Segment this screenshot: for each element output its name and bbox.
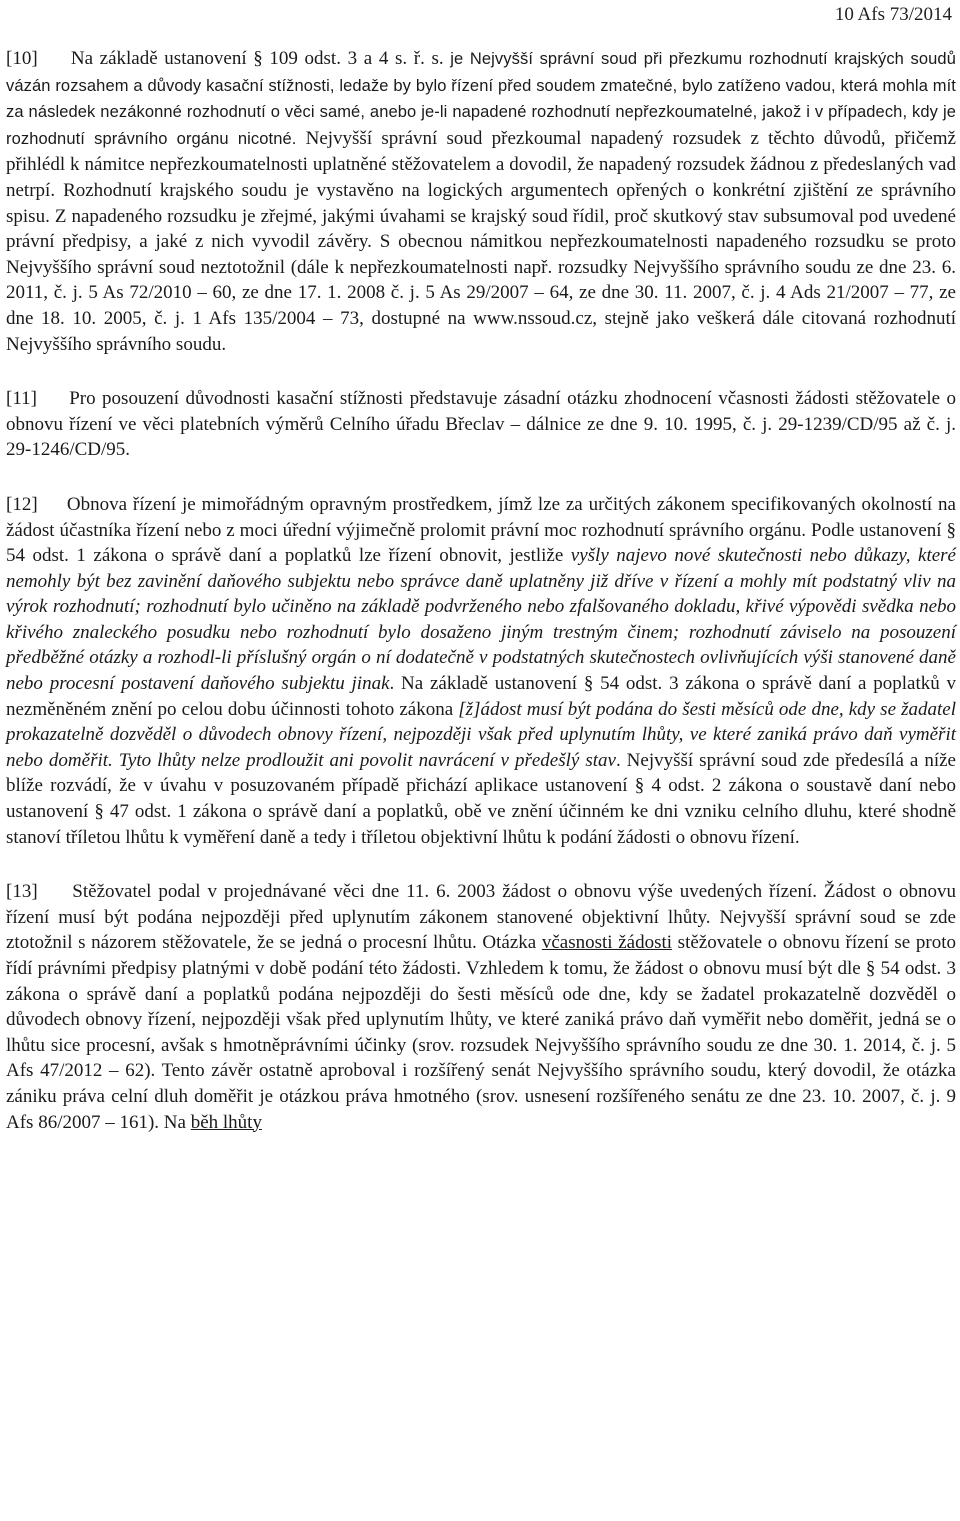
underlined-text: včasnosti žádosti — [541, 932, 673, 954]
paragraph-text: je Nejvyšší správní soud při přezkumu rozhodnutí krajských soudů vázán rozsahem a důvody kasační stížnosti, ledaže by bylo řízení před soudem zmatečné, bylo zatíženo vadou, která mohla mít za následek nezákonné rozhodnutí o věci samé, anebo je-li napadené rozhodnutí nepřezkoumatelné, jakož i v případech, kdy je rozhodnutí správního orgánu nicotné. — [6, 50, 956, 148]
document-body — [6, 46, 956, 1164]
paragraph-13 — [6, 879, 956, 1135]
paragraph-text: stěžovatele o obnovu řízení se proto řídí právními předpisy platnými v době podání této žádosti. Vzhledem k tomu, že žádost o obnovu musí být dle § 54 odst. 3 zákona o správě daní a poplatků podána nejpozději do šesti měsíců ode dne, kdy se žadatel prokazatelně dozvěděl o důvodech obnovy řízení, nejpozději však před uplynutím lhůty, ve které zaniká právo daň vyměřit nebo doměřit, jedná se o lhůtu sice procesní, avšak s hmotněprávními účinky (srov. rozsudek Nejvyššího správního soudu ze dne 30. 1. 2014, č. j. 5 Afs 47/2012 – 62). Tento závěr ostatně aproboval i rozšířený senát Nejvyššího správního soudu, který dovodil, že otázka zániku práva celní dluh doměřit je otázkou práva hmotného (srov. usnesení rozšířeného senátu ze dne 23. 10. 2007, č. j. 9 Afs 86/2007 – 161). Na — [6, 932, 956, 1133]
paragraph-text: Stěžovatel podal v projednávané věci dne 11. 6. 2003 žádost o obnovu výše uvedených řízení. Žádost o obnovu řízení musí být podána nejpozději před uplynutím zákonem stanovené objektivní lhůty. Nejvyšší správní soud se zde ztotožnil s názorem stěžovatele, že se jedná o procesní lhůtu. Otázka — [6, 881, 957, 954]
paragraph-number: [10] — [6, 48, 38, 69]
paragraph-text: Pro posouzení důvodnosti kasační stížnosti představuje zásadní otázku zhodnocení včasnosti žádosti stěžovatele o obnovu řízení ve věci platebních výměrů Celního úřadu Břeclav – dálnice ze dne 9. 10. 1995, č. j. 29-1239/CD/95 až č. j. 29-1246/CD/95. — [6, 388, 956, 461]
paragraph-text: Nejvyšší správní soud přezkoumal napadený rozsudek z těchto důvodů, přičemž přihlédl k námitce nepřezkoumatelnosti uplatněné stěžovatelem a dovodil, že napadený rozsudek žádnou z předeslaných vad netrpí. Rozhodnutí krajského soudu je vystavěno na logických argumentech opřených o konkrétní zjištění ze správního spisu. Z napadeného rozsudku je zřejmé, jakými úvahami se krajský soud řídil, proč skutkový stav subsumoval pod uvedené právní předpisy, a jaké z nich vyvodil závěry. S obecnou námitkou nepřezkoumatelnosti napadeného rozsudku se proto Nejvyššího správní soud neztotožnil (dále k nepřezkoumatelnosti např. rozsudky Nejvyššího správního soudu ze dne 23. 6. 2011, č. j. 5 As 72/2010 – 60, ze dne 17. 1. 2008 č. j. 5 As 29/2007 – 64, ze dne 30. 11. 2007, č. j. 4 Ads 21/2007 – 77, ze dne 18. 10. 2005, č. j. 1 Afs 135/2004 – 73, dostupné na www.nssoud.cz, stejně jako veškerá dále citovaná rozhodnutí Nejvyššího správního soudu. — [6, 127, 956, 355]
paragraph-number: [13] — [6, 881, 38, 903]
paragraph-text: . Na základě ustanovení § 54 odst. 3 zákona o správě daní a poplatků v nezměněném znění po celou dobu účinnosti tohoto zákona — [6, 673, 956, 720]
quoted-text: vyšly najevo nové skutečnosti nebo důkazy, které nemohly být bez zavinění daňového subjektu nebo správce daně uplatněny již dříve v řízení a mohly mít podstatný vliv na výrok rozhodnutí; rozhodnutí bylo učiněno na základě podvrženého nebo zfalšovaného dokladu, křivé výpovědi svědka nebo křivého znaleckého posudku nebo rozhodnutí bylo dosaženo jiným trestným činem; rozhodnutí záviselo na posouzení předběžné otázky a rozhodl-li příslušný orgán o ní dodatečně v podstatných skutečnostech ovlivňujících výši stanovené daně nebo procesní postavení daňového subjektu jinak — [6, 545, 956, 695]
case-reference: 10 Afs 73/2014 — [834, 4, 952, 25]
paragraph-number: [11] — [6, 388, 37, 410]
paragraph-text: . Nejvyšší správní soud zde předesílá a níže blíže rozvádí, že v úvahu v posuzovaném případě přichází aplikace ustanovení § 4 odst. 2 zákona o soustavě daní nebo ustanovení § 47 odst. 1 zákona o správě daní a poplatků, obě ve znění účinném ke dni vzniku celního dluhu, které shodně stanoví tříletou lhůtu k vyměření daně a tedy i tříletou objektivní lhůtu k podání žádosti o obnovu řízení. — [6, 749, 956, 848]
paragraph-text: Na základě ustanovení § 109 odst. 3 a 4 s. ř. s. — [70, 48, 451, 69]
paragraph-12 — [6, 492, 956, 850]
paragraph-11 — [6, 386, 956, 463]
quoted-text: [ž]ádost musí být podána do šesti měsíců ode dne, kdy se žadatel prokazatelně dozvěděl o důvodech obnovy řízení, nejpozději však před uplynutím lhůty, ve které zaniká právo daň vyměřit nebo doměřit. Tyto lhůty nelze prodloužit ani povolit navrácení v předešlý stav — [6, 698, 956, 771]
paragraph-text: Obnova řízení je mimořádným opravným prostředkem, jímž lze za určitých zákonem specifikovaných okolností na žádost účastníka řízení nebo z moci úřední výjimečně prolomit právní moc rozhodnutí správního orgánu. Podle ustanovení § 54 odst. 1 zákona o správě daní a poplatků lze řízení obnovit, jestliže — [6, 493, 956, 567]
paragraph-number: [12] — [6, 493, 38, 515]
paragraph-10 — [6, 46, 956, 357]
underlined-text: běh lhůty — [190, 1111, 262, 1133]
